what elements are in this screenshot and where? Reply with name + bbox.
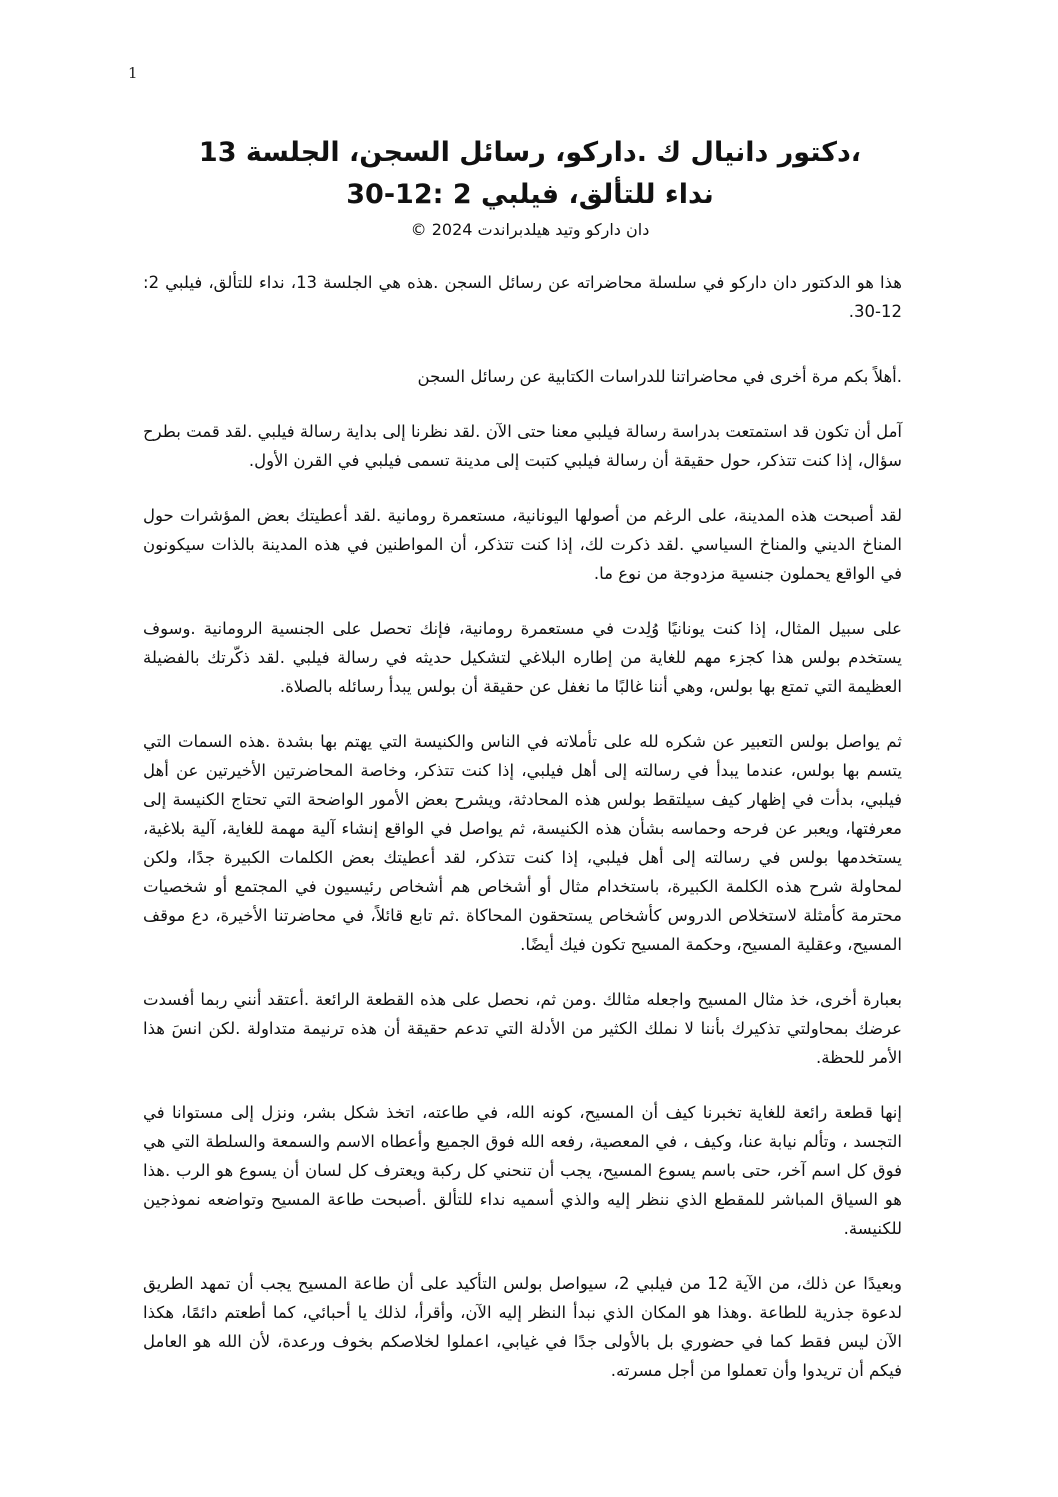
paragraph: بعبارة أخرى، خذ مثال المسيح واجعله مثالك .ومن ثم، نحصل على هذه القطعة الرائعة .أعتقد أنني ربما أفسدت عرضك بمحاولتي تذكيرك بأننا لا نملك الكثير من الأدلة التي تدعم حقيقة أن هذه ترنيمة متداولة .لكن انسَ هذا الأمر للحظة. (143, 990, 902, 1067)
document-header (130, 132, 930, 242)
paragraph: لقد أصبحت هذه المدينة، على الرغم من أصولها اليونانية، مستعمرة رومانية .لقد أعطيتك بعض المؤشرات حول المناخ الديني والمناخ السياسي .لقد ذكرت لك، إذا كنت تتذكر، أن المواطنين في هذه المدينة بالذات سيكونون في الواقع يحملون جنسية مزدوجة من نوع ما. (143, 506, 902, 583)
paragraph: إنها قطعة رائعة للغاية تخبرنا كيف أن المسيح، كونه الله، في طاعته، اتخذ شكل بشر، ونزل إلى مستوانا في التجسد ، وتألم نيابة عنا، وكيف ، في المعصية، رفعه الله فوق الجميع وأعطاه الاسم والسمعة والسلطة التي هي فوق كل اسم آخر، حتى باسم يسوع المسيح، يجب أن تنحني كل ركبة ويعترف كل لسان أن يسوع هو الرب .هذا هو السياق المباشر للمقطع الذي ننظر إليه والذي أسميه نداء للتألق .أصبحت طاعة المسيح وتواضعه نموذجين للكنيسة. (143, 1103, 902, 1238)
paragraph-intro: هذا هو الدكتور دان داركو في سلسلة محاضراته عن رسائل السجن .هذه هي الجلسة 13، نداء للتألق، فيلبي 2: 12-30. (143, 273, 902, 321)
page-number: 1 (128, 64, 138, 82)
title-line-2: نداء للتألق، فيلبي 2 :12-30 (346, 179, 714, 210)
paragraph: .أهلاً بكم مرة أخرى في محاضراتنا للدراسات الكتابية عن رسائل السجن (417, 367, 902, 386)
paragraph: وبعيدًا عن ذلك، من الآية 12 من فيلبي 2، سيواصل بولس التأكيد على أن طاعة المسيح يجب أن تمهد الطريق لدعوة جذرية للطاعة .وهذا هو المكان الذي نبدأ النظر إليه الآن، وأقرأ، لذلك يا أحبائي، كما أطعتم دائمًا، هكذا الآن ليس فقط كما في حضوري بل بالأولى جدًا في غيابي، اعملوا لخلاصكم بخوف ورعدة، لأن الله هو العامل فيكم أن تريدوا وأن تعملوا من أجل مسرته. (143, 1274, 902, 1380)
document-body (143, 268, 902, 1411)
paragraph: ثم يواصل بولس التعبير عن شكره لله على تأملاته في الناس والكنيسة التي يهتم بها بشدة .هذه السمات التي يتسم بها بولس، عندما يبدأ في رسالته إلى أهل فيلبي، إذا كنت تتذكر، وخاصة المحاضرتين الأخيرتين عن أهل فيلبي، بدأت في إظهار كيف سيلتقط بولس هذه المحادثة، ويشرح بعض الأمور الواضحة التي تحتاج الكنيسة إلى معرفتها، ويعبر عن فرحه وحماسه بشأن هذه الكنيسة، ثم يواصل في الواقع إنشاء آلية مهمة للغاية، آلية بلاغية، يستخدمها بولس في رسالته إلى أهل فيلبي، إذا كنت تتذكر، لقد أعطيتك بعض الكلمات الكبيرة جدًا، ولكن لمحاولة شرح هذه الكلمة الكبيرة، باستخدام مثال أو أشخاص هم أشخاص رئيسيون في المجتمع أو شخصيات محترمة كأمثلة لاستخلاص الدروس كأشخاص يستحقون المحاكاة .ثم تابع قائلاً، في محاضرتنا الأخيرة، دع موقف المسيح، وعقلية المسيح، وحكمة المسيح تكون فيك أيضًا. (143, 732, 902, 954)
title-line-1: ،دكتور دانيال ك .داركو، رسائل السجن، الجلسة 13 (198, 137, 862, 168)
copyright-line: دان داركو وتيد هيلدبراندت 2024 © (410, 220, 650, 239)
paragraph: على سبيل المثال، إذا كنت يونانيًا وُلِدت في مستعمرة رومانية، فإنك تحصل على الجنسية الرومانية .وسوف يستخدم بولس هذا كجزء مهم للغاية من إطاره البلاغي لتشكيل حديثه في رسالة فيلبي .لقد ذكّرتك بالفضيلة العظيمة التي تمتع بها بولس، وهي أننا غالبًا ما نغفل عن حقيقة أن بولس يبدأ رسائله بالصلاة. (143, 619, 902, 696)
paragraph: آمل أن تكون قد استمتعت بدراسة رسالة فيلبي معنا حتى الآن .لقد نظرنا إلى بداية رسالة فيلبي .لقد قمت بطرح سؤال، إذا كنت تتذكر، حول حقيقة أن رسالة فيلبي كتبت إلى مدينة تسمى فيلبي في القرن الأول. (143, 422, 902, 470)
